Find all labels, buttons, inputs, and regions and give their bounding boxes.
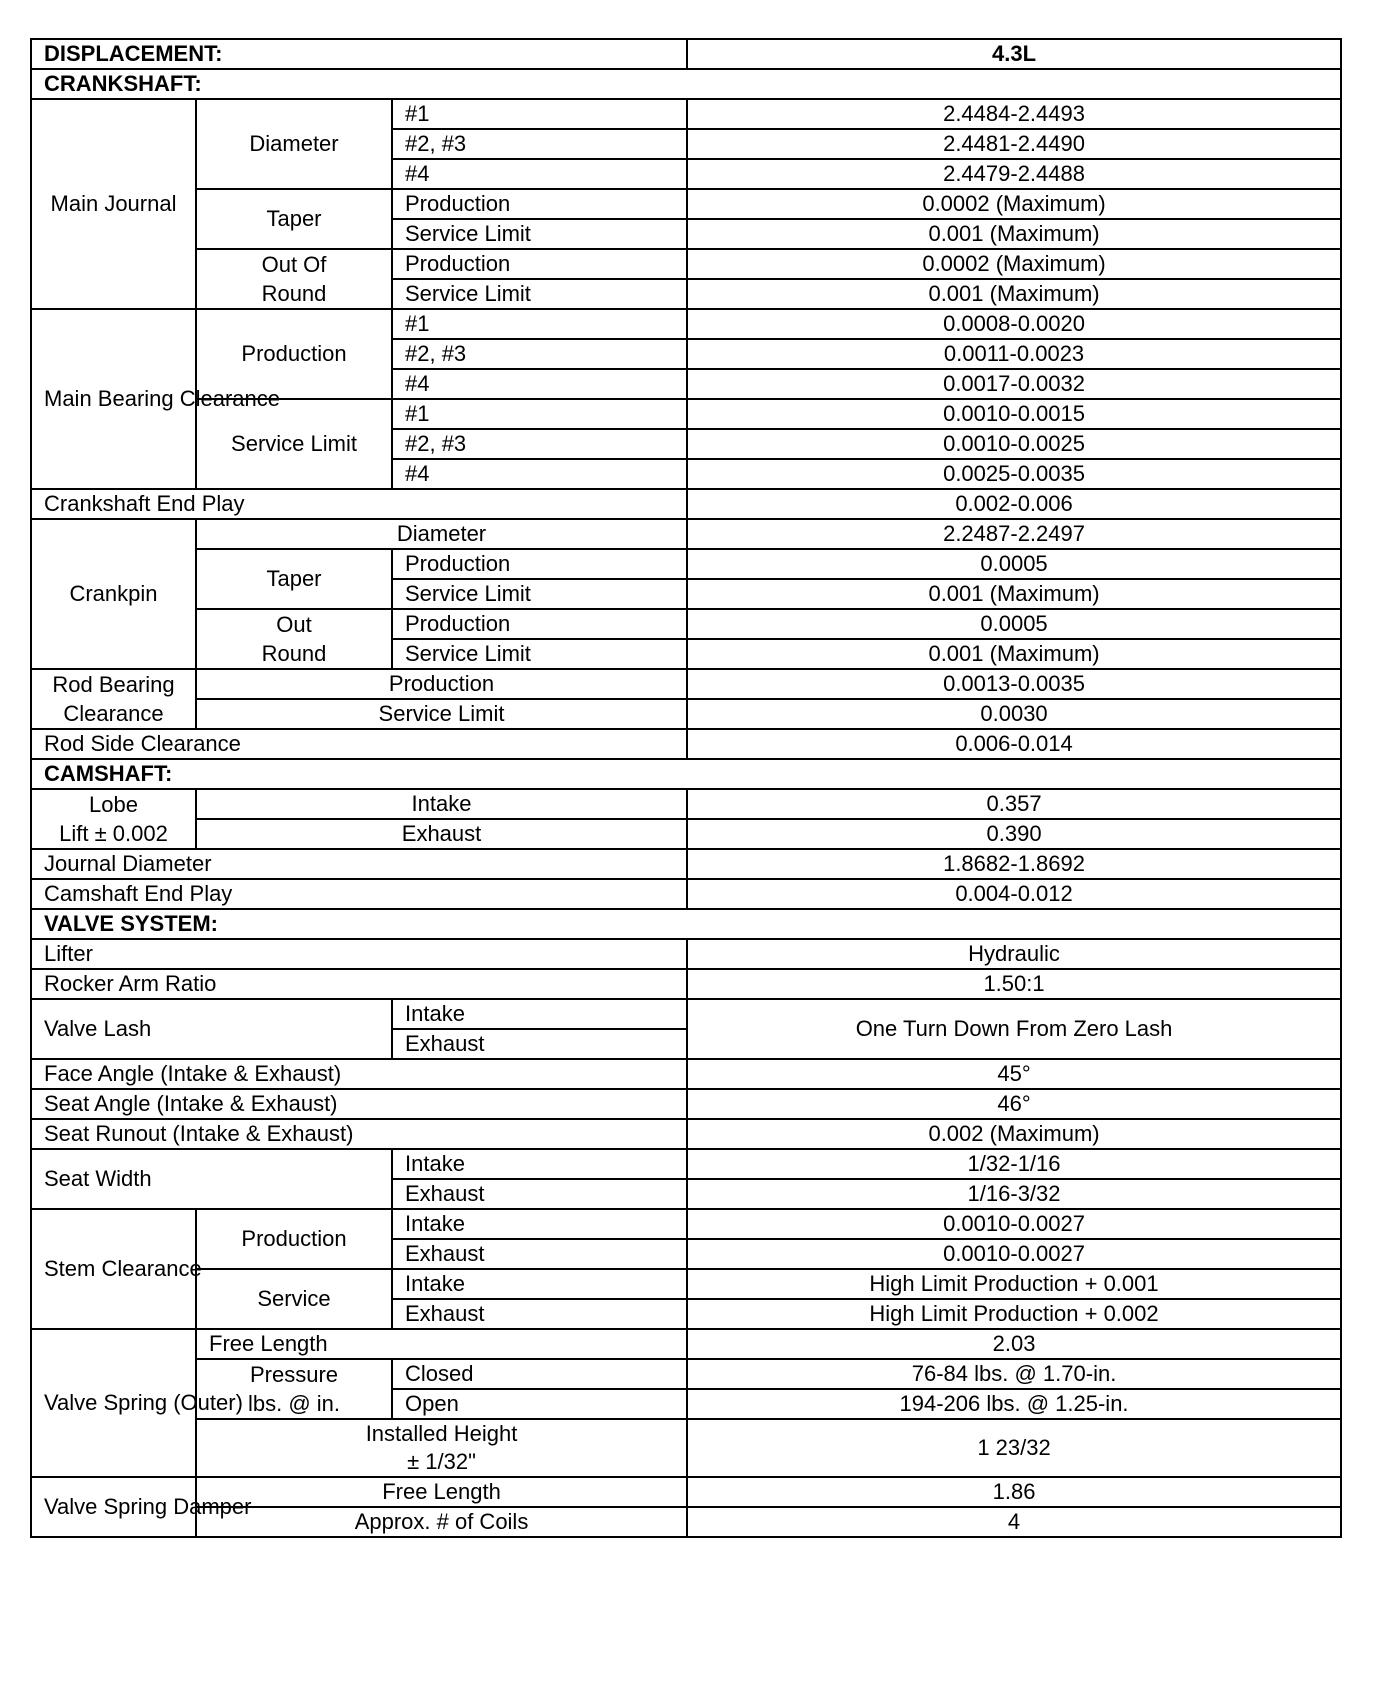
table-row — [31, 519, 1341, 549]
journal-diameter-label: Journal Diameter — [31, 849, 687, 879]
sub-label: #4 — [392, 159, 687, 189]
main-journal-diameter-label: Diameter — [196, 99, 392, 189]
value-cell: 0.0010-0.0027 — [687, 1239, 1341, 1269]
sub-label: #4 — [392, 459, 687, 489]
seat-runout-label: Seat Runout (Intake & Exhaust) — [31, 1119, 687, 1149]
value-cell: 0.0002 (Maximum) — [687, 249, 1341, 279]
table-row — [31, 549, 1341, 579]
sub-label: Service Limit — [196, 699, 687, 729]
crankpin-taper-label: Taper — [196, 549, 392, 609]
sub-label: #4 — [392, 369, 687, 399]
table-row — [31, 99, 1341, 129]
sub-label: Intake — [392, 1269, 687, 1299]
value-cell: 45° — [687, 1059, 1341, 1089]
value-cell: 46° — [687, 1089, 1341, 1119]
out-of-round-label-1: Out Of — [196, 249, 392, 279]
table-row — [31, 1269, 1341, 1299]
lobe-label-2: Lift ± 0.002 — [31, 819, 196, 849]
table-row — [31, 1359, 1341, 1389]
value-cell: 0.001 (Maximum) — [687, 219, 1341, 249]
table-row — [31, 849, 1341, 879]
crankshaft-section-row — [31, 69, 1341, 99]
sub-label: #2, #3 — [392, 429, 687, 459]
value-cell: 0.0010-0.0025 — [687, 429, 1341, 459]
table-row — [31, 1209, 1341, 1239]
stem-clearance-label: Stem Clearance — [31, 1209, 196, 1329]
table-row — [31, 1119, 1341, 1149]
value-cell: 2.4481-2.4490 — [687, 129, 1341, 159]
table-row — [31, 249, 1341, 279]
table-row — [31, 819, 1341, 849]
sub-label: Production — [196, 669, 687, 699]
table-row — [31, 939, 1341, 969]
sub-label: Service Limit — [392, 219, 687, 249]
value-cell: 76-84 lbs. @ 1.70-in. — [687, 1359, 1341, 1389]
value-cell: 0.0030 — [687, 699, 1341, 729]
value-cell: 0.004-0.012 — [687, 879, 1341, 909]
main-bearing-clearance-label: Main Bearing Clearance — [31, 309, 196, 489]
value-cell: 1 23/32 — [687, 1419, 1341, 1477]
value-cell: 0.390 — [687, 819, 1341, 849]
value-cell: 1.86 — [687, 1477, 1341, 1507]
value-cell: 0.0008-0.0020 — [687, 309, 1341, 339]
table-row — [31, 1089, 1341, 1119]
crankshaft-end-play-label: Crankshaft End Play — [31, 489, 687, 519]
lobe-label-1: Lobe — [31, 789, 196, 819]
value-cell: 0.0017-0.0032 — [687, 369, 1341, 399]
value-cell: 0.001 (Maximum) — [687, 639, 1341, 669]
engine-specifications-table — [30, 38, 1342, 1538]
sub-label: Open — [392, 1389, 687, 1419]
sub-label: Intake — [392, 1149, 687, 1179]
table-row — [31, 729, 1341, 759]
seat-width-label: Seat Width — [31, 1149, 392, 1209]
displacement-row — [31, 39, 1341, 69]
table-row — [31, 639, 1341, 669]
valve-system-section-title: VALVE SYSTEM: — [31, 909, 1341, 939]
rod-bearing-label-2: Clearance — [31, 699, 196, 729]
out-of-round-label-2: Round — [196, 279, 392, 309]
value-cell: 0.006-0.014 — [687, 729, 1341, 759]
table-row — [31, 969, 1341, 999]
value-cell: 1.50:1 — [687, 969, 1341, 999]
table-row — [31, 1477, 1341, 1507]
displacement-label: DISPLACEMENT: — [31, 39, 687, 69]
camshaft-section-row — [31, 759, 1341, 789]
value-cell: Hydraulic — [687, 939, 1341, 969]
sub-label: #1 — [392, 309, 687, 339]
sub-label: Exhaust — [392, 1299, 687, 1329]
value-cell: 0.0011-0.0023 — [687, 339, 1341, 369]
value-cell: 2.4479-2.4488 — [687, 159, 1341, 189]
sub-label: #1 — [392, 99, 687, 129]
valve-lash-value: One Turn Down From Zero Lash — [687, 999, 1341, 1059]
table-row — [31, 189, 1341, 219]
sub-label: Intake — [196, 789, 687, 819]
sub-label: Service Limit — [392, 279, 687, 309]
main-journal-taper-label: Taper — [196, 189, 392, 249]
value-cell: 0.001 (Maximum) — [687, 279, 1341, 309]
sub-label: Exhaust — [196, 819, 687, 849]
sub-label: Exhaust — [392, 1029, 687, 1059]
sub-label: Intake — [392, 1209, 687, 1239]
sub-label: #1 — [392, 399, 687, 429]
valve-lash-label: Valve Lash — [31, 999, 392, 1059]
table-row — [31, 279, 1341, 309]
valve-system-section-row — [31, 909, 1341, 939]
value-cell: 0.357 — [687, 789, 1341, 819]
sub-label: Service Limit — [392, 639, 687, 669]
value-cell: 0.002 (Maximum) — [687, 1119, 1341, 1149]
value-cell: 0.001 (Maximum) — [687, 579, 1341, 609]
value-cell: 2.2487-2.2497 — [687, 519, 1341, 549]
crankpin-label: Crankpin — [31, 519, 196, 669]
value-cell: 0.0005 — [687, 549, 1341, 579]
free-length-label: Free Length — [196, 1329, 687, 1359]
table-row — [31, 1059, 1341, 1089]
value-cell: 1/16-3/32 — [687, 1179, 1341, 1209]
value-cell: 0.002-0.006 — [687, 489, 1341, 519]
sub-label: #2, #3 — [392, 129, 687, 159]
rocker-arm-ratio-label: Rocker Arm Ratio — [31, 969, 687, 999]
value-cell: 0.0013-0.0035 — [687, 669, 1341, 699]
table-row — [31, 879, 1341, 909]
sub-label: Production — [392, 249, 687, 279]
table-row — [31, 309, 1341, 339]
camshaft-end-play-label: Camshaft End Play — [31, 879, 687, 909]
table-row — [31, 669, 1341, 699]
main-bearing-production-label: Production — [196, 309, 392, 399]
sub-label: Service Limit — [392, 579, 687, 609]
value-cell: 0.0010-0.0015 — [687, 399, 1341, 429]
installed-height-label — [196, 1419, 687, 1477]
value-cell: 2.03 — [687, 1329, 1341, 1359]
damper-free-length-label: Free Length — [196, 1477, 687, 1507]
face-angle-label: Face Angle (Intake & Exhaust) — [31, 1059, 687, 1089]
camshaft-section-title: CAMSHAFT: — [31, 759, 1341, 789]
sub-label: Production — [392, 189, 687, 219]
sub-label: Closed — [392, 1359, 687, 1389]
sub-label: #2, #3 — [392, 339, 687, 369]
crankpin-out-label-1: Out — [196, 609, 392, 639]
crankpin-out-label-2: Round — [196, 639, 392, 669]
sub-label: Exhaust — [392, 1239, 687, 1269]
coils-label: Approx. # of Coils — [196, 1507, 687, 1537]
lifter-label: Lifter — [31, 939, 687, 969]
valve-spring-damper-label: Valve Spring Damper — [31, 1477, 196, 1537]
seat-angle-label: Seat Angle (Intake & Exhaust) — [31, 1089, 687, 1119]
valve-spring-outer-label: Valve Spring (Outer) — [31, 1329, 196, 1477]
table-row — [31, 999, 1341, 1029]
table-row — [31, 1419, 1341, 1477]
value-cell: High Limit Production + 0.001 — [687, 1269, 1341, 1299]
main-journal-label: Main Journal — [31, 99, 196, 309]
displacement-value: 4.3L — [687, 39, 1341, 69]
crankpin-diameter-label: Diameter — [196, 519, 687, 549]
value-cell: 0.0005 — [687, 609, 1341, 639]
installed-height-label-1: Installed Height — [365, 1421, 518, 1446]
sub-label: Intake — [392, 999, 687, 1029]
pressure-label-1: Pressure — [196, 1359, 392, 1389]
stem-service-label: Service — [196, 1269, 392, 1329]
value-cell: 1/32-1/16 — [687, 1149, 1341, 1179]
table-row — [31, 789, 1341, 819]
sub-label: Production — [392, 549, 687, 579]
sub-label: Production — [392, 609, 687, 639]
table-row — [31, 699, 1341, 729]
value-cell: 1.8682-1.8692 — [687, 849, 1341, 879]
value-cell: 4 — [687, 1507, 1341, 1537]
main-bearing-service-limit-label: Service Limit — [196, 399, 392, 489]
table-row — [31, 1329, 1341, 1359]
sub-label: Exhaust — [392, 1179, 687, 1209]
crankshaft-section-title: CRANKSHAFT: — [31, 69, 1341, 99]
value-cell: High Limit Production + 0.002 — [687, 1299, 1341, 1329]
value-cell: 0.0010-0.0027 — [687, 1209, 1341, 1239]
table-row — [31, 1149, 1341, 1179]
value-cell: 194-206 lbs. @ 1.25-in. — [687, 1389, 1341, 1419]
value-cell: 0.0002 (Maximum) — [687, 189, 1341, 219]
installed-height-label-2: ± 1/32" — [407, 1449, 476, 1474]
rod-bearing-label-1: Rod Bearing — [31, 669, 196, 699]
value-cell: 2.4484-2.4493 — [687, 99, 1341, 129]
table-row — [31, 609, 1341, 639]
pressure-label-2: lbs. @ in. — [196, 1389, 392, 1419]
rod-side-clearance-label: Rod Side Clearance — [31, 729, 687, 759]
stem-production-label: Production — [196, 1209, 392, 1269]
table-row — [31, 489, 1341, 519]
value-cell: 0.0025-0.0035 — [687, 459, 1341, 489]
